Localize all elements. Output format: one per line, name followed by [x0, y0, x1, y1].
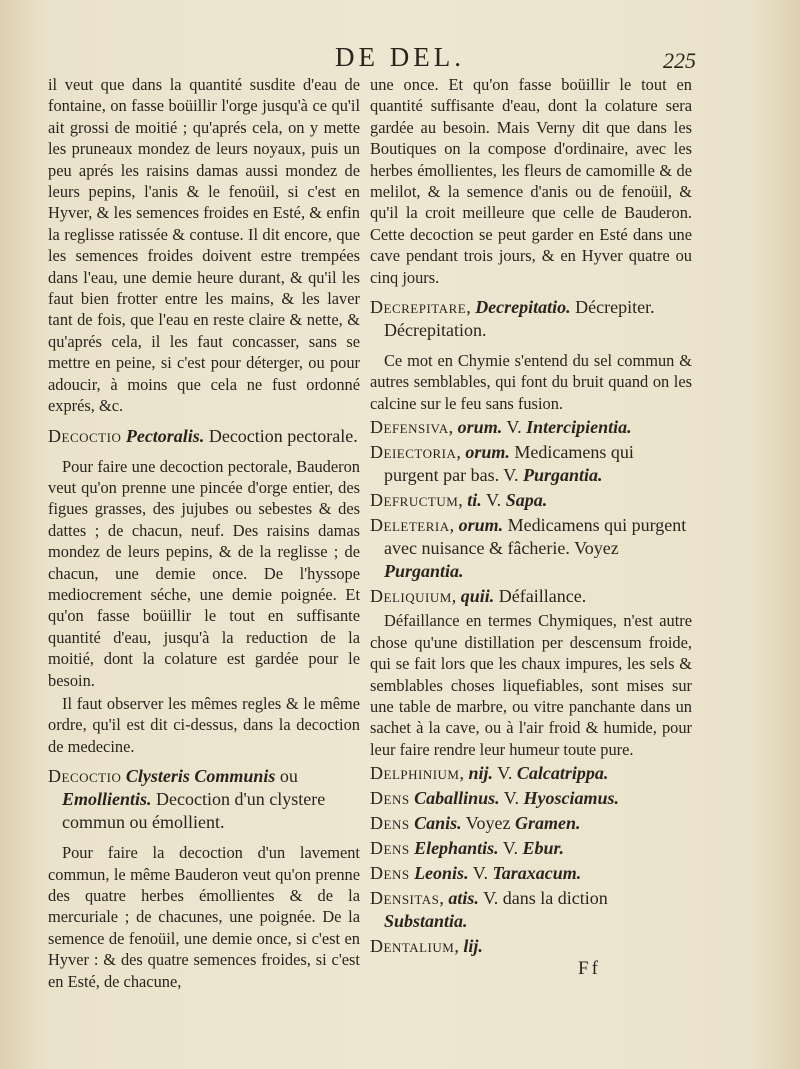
headword: Decoctio	[48, 766, 122, 787]
dictionary-entry: Delphinium, nij. V. Calcatrippa.	[370, 763, 609, 784]
french-gloss: Décrepiter. Décrepitation.	[384, 297, 655, 341]
dictionary-entry: Deiectoria, orum. Medicamens qui purgent par bas. V. Purgantia.	[370, 442, 634, 486]
genitive: quii.	[460, 586, 495, 607]
right-column	[370, 74, 692, 960]
latin-term: Pectoralis.	[125, 425, 205, 446]
latin-term: Taraxacum.	[492, 863, 582, 884]
latin-term: Purgantia.	[523, 465, 603, 486]
latin-term: Intercipientia.	[526, 417, 632, 438]
headword: Dens	[370, 838, 410, 859]
french-gloss: Medicamens qui purgent par bas. V.	[384, 442, 634, 486]
headword: Deliquium	[370, 586, 452, 607]
genitive: Canis.	[414, 813, 462, 834]
headword: Defructum	[370, 490, 459, 511]
dictionary-entry	[370, 862, 692, 885]
french-gloss: Défaillance.	[498, 586, 587, 607]
left-column	[48, 74, 360, 994]
french-gloss: V. dans la diction	[483, 888, 608, 909]
paragraph: Ce mot en Chymie s'entend du sel commun & autres semblables, qui font du bruit quand on les calcine sur le feu sans fusion.	[370, 351, 692, 413]
genitive: orum.	[458, 515, 504, 536]
french-gloss: V.	[502, 838, 518, 859]
genitive: Elephantis.	[414, 838, 499, 859]
headword: Deleteria	[370, 515, 450, 536]
conjunction: ou	[279, 766, 298, 787]
page-number: 225	[663, 48, 696, 73]
latin-term: Purgantia.	[384, 561, 464, 582]
headword: Dens	[370, 788, 410, 809]
paragraph: Défaillance en termes Chymiques, n'est autre chose qu'une distillation per descensum froide, qui se fait lors que les chaux impures, les sels & semblables choses liquefiables, sont mises sur une table de marbre, ou vitre panchante dans un sachet à la cave, ou à l'air froid & humide, pour leur faire rendre leur humeur toute pure.	[370, 611, 692, 759]
dictionary-entry	[48, 425, 360, 448]
paragraph: Pour faire la decoction d'un lavement commun, le même Bauderon veut qu'on prenne des quatre herbes émollientes & de la mercuriale ; de chacunes, une poignée. De la semence de fenoüil, une demie once, si c'est en Hyver : & des quatre semences froides, si c'est en Esté, de chacune,	[48, 843, 360, 991]
dictionary-entry: Decrepitare, Decrepitatio. Décrepiter. Décrepitation.	[370, 297, 655, 341]
genitive: nij.	[468, 763, 494, 784]
dictionary-entry	[48, 765, 360, 834]
dictionary-entry: Deliquium, quii. Défaillance.	[370, 586, 587, 607]
french-gloss: V.	[472, 863, 488, 884]
french-gloss: V.	[497, 763, 513, 784]
headword: Delphinium	[370, 763, 460, 784]
running-head: DE DEL.	[335, 42, 465, 72]
headword: Densitas	[370, 888, 440, 909]
paragraph: Pour faire une decoction pectorale, Bauderon veut qu'on prenne une pincée d'orge entier, des figues grasses, des jujubes ou sebestes & des dattes ; de chacun, neuf. Des raisins damas mondez de leurs pepins, & de la reglisse ; de chacun, une demie once. De l'hyssope mediocrement séche, une demie poignée. Et qu'on fasse boüillir le tout en suffisante quantité d'eau, jusqu'à la reduction de la moitié, dont la colature est gardée pour le besoin.	[48, 456, 360, 690]
french-gloss: Decoction pectorale.	[208, 425, 358, 446]
french-gloss: V.	[506, 417, 522, 438]
headword: Dens	[370, 813, 410, 834]
genitive: orum.	[457, 417, 503, 438]
dictionary-entry: Deleteria, orum. Medicamens qui purgent avec nuisance & fâcherie. Voyez Purgantia.	[370, 515, 687, 582]
headword: Deiectoria	[370, 442, 457, 463]
latin-term: Clysteris Communis	[125, 766, 276, 787]
dictionary-entry: Densitas, atis. V. dans la diction Substantia.	[370, 888, 608, 932]
french-gloss: Medicamens qui purgent avec nuisance & fâcherie. Voyez	[384, 515, 687, 559]
dictionary-entry: Dentalium, lij.	[370, 936, 483, 957]
latin-term: Ebur.	[522, 838, 564, 859]
latin-term: Gramen.	[514, 813, 581, 834]
genitive: Caballinus.	[414, 788, 500, 809]
latin-term: Sapa.	[505, 490, 548, 511]
french-gloss: Voyez	[465, 813, 511, 834]
paragraph: il veut que dans la quantité susdite d'eau de fontaine, on fasse boüillir l'orge jusqu'à ce qu'il ait grossi de moitié ; qu'aprés cela, on y mette les pruneaux mondez de leurs noyaux, puis un peu aprés les raisins damas aussi mondez de leurs pepins, l'anis & le fenoüil, si c'est en Hyver, & les semences froides en Esté, & enfin la reglisse ratissée & contuse. Il dit encore, que les semences froides doivent estre trempées dans l'eau, une demie heure durant, & qu'il les faut bien frotter entre les mains, & les laver tant de fois, que l'eau en reste claire & nette, & qu'aprés cela, il les faut concasser, sans se mettre en peine, si c'est pour déterger, ou pour adoucir, à moins que cela ne fust ordonné exprés, &c.	[48, 75, 360, 416]
french-gloss: V.	[503, 788, 519, 809]
paragraph: Il faut observer les mêmes regles & le même ordre, qu'il est dit ci-dessus, dans la decoction de medecine.	[48, 693, 360, 756]
catchword: Ff	[578, 958, 601, 979]
genitive: lij.	[463, 936, 483, 957]
headword: Dentalium	[370, 936, 455, 957]
headword: Defensiva	[370, 417, 449, 438]
headword: Decoctio	[48, 425, 122, 446]
dictionary-entry: Defructum, ti. V. Sapa.	[370, 490, 548, 511]
dictionary-entry	[370, 812, 692, 835]
latin-term: Decrepitatio.	[475, 297, 571, 318]
genitive: Leonis.	[414, 863, 469, 884]
genitive: atis.	[448, 888, 479, 909]
genitive: orum.	[465, 442, 510, 463]
latin-term: Calcatrippa.	[516, 763, 609, 784]
genitive: ti.	[467, 490, 482, 511]
french-gloss: Decoction d'un clystere commun ou émollient.	[62, 789, 326, 833]
latin-term: Emollientis.	[62, 789, 152, 810]
dictionary-entry	[370, 837, 692, 860]
latin-term: Substantia.	[384, 911, 468, 932]
headword: Decrepitare	[370, 297, 467, 318]
french-gloss: V.	[486, 490, 502, 511]
dictionary-entry: Defensiva, orum. V. Intercipientia.	[370, 417, 632, 438]
paragraph: une once. Et qu'on fasse boüillir le tout en quantité suffisante d'eau, dont la colature sera gardée au besoin. Mais Verny dit que dans les Boutiques on la compose d'ordinaire, avec les herbes émollientes, les fleurs de camomille & de melilot, & la semence d'anis ou de fenoüil, & qu'il la croit meilleure que celle de Bauderon. Cette decoction se peut garder en Esté dans une cave pendant trois jours, & en Hyver quatre ou cinq jours.	[370, 75, 692, 287]
headword: Dens	[370, 863, 410, 884]
dictionary-entry	[370, 787, 692, 810]
latin-term: Hyosciamus.	[523, 788, 619, 809]
